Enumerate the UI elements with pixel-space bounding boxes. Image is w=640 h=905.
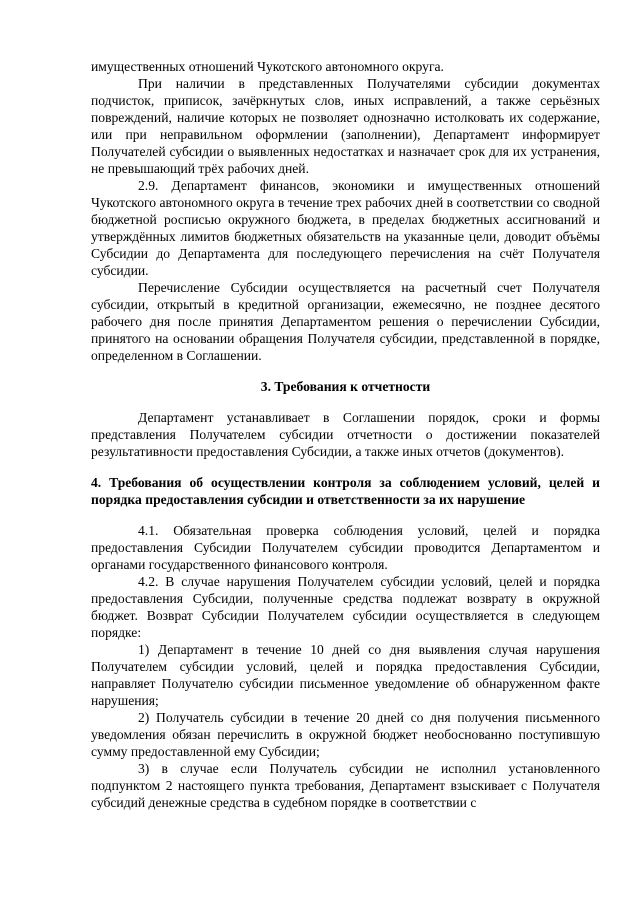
paragraph-transfer: Перечисление Субсидии осуществляется на расчетный счет Получателя субсидии, открытый в кредитной организации, ежемесячно, не позднее десятого рабочего дня после принятия Департаментом решения о перечислении Субсидии, принятого на основании обращения Получателя субсидии, представленной в порядке, определенном в Соглашении. bbox=[91, 280, 600, 363]
paragraph-continuation: имущественных отношений Чукотского автономного округа. bbox=[91, 59, 444, 74]
paragraph-reporting: Департамент устанавливает в Соглашении порядок, сроки и формы представления Получателем субсидии отчетности о достижении показателей результативности предоставления Субсидии, а также иных отчетов (документов). bbox=[91, 410, 600, 459]
paragraph-item-2: 2) Получатель субсидии в течение 20 дней со дня получения письменного уведомления обязан перечислить в окружной бюджет необоснованно поступившую сумму предоставленной ему Субсидии; bbox=[91, 710, 600, 759]
section-heading-3: 3. Требования к отчетности bbox=[260, 379, 431, 394]
section-heading-4: 4. Требования об осуществлении контроля за соблюдением условий, целей и порядка предоставления субсидии и ответственности за их нарушение bbox=[91, 475, 600, 507]
paragraph-document-defects: При наличии в представленных Получателями субсидии документах подчисток, приписок, зачёркнутых слов, иных исправлений, а также серьёзных повреждений, наличие которых не позволяет однозначно истолковать их содержание, или при неправильном оформлении (заполнении), Департамент информирует Получателей субсидии о выявленных недостатках и назначает срок для их устранения, не превышающий трёх рабочих дней. bbox=[91, 76, 600, 176]
paragraph-item-3: 3) в случае если Получатель субсидии не исполнил установленного подпунктом 2 настоящего пункта требования, Департамент взыскивает с Получателя субсидий денежные средства в судебном порядке в соответствии с bbox=[91, 761, 600, 810]
document-body bbox=[91, 58, 600, 811]
paragraph-4-1: 4.1. Обязательная проверка соблюдения условий, целей и порядка предоставления Субсидии Получателем субсидии проводится Департаментом и органами государственного финансового контроля. bbox=[91, 523, 600, 572]
paragraph-4-2: 4.2. В случае нарушения Получателем субсидии условий, целей и порядка предоставления Субсидии, полученные средства подлежат возврату в окружной бюджет. Возврат Субсидии Получателем субсидии осуществляется в следующем порядке: bbox=[91, 574, 600, 640]
paragraph-item-1: 1) Департамент в течение 10 дней со дня выявления случая нарушения Получателем субсидии условий, целей и порядка предоставления Субсидии, направляет Получателю субсидии письменное уведомление об обнаруженном факте нарушения; bbox=[91, 642, 600, 708]
paragraph-2-9: 2.9. Департамент финансов, экономики и имущественных отношений Чукотского автономного округа в течение трех рабочих дней в соответствии со сводной бюджетной росписью окружного бюджета, в пределах бюджетных ассигнований и утверждённых лимитов бюджетных обязательств на указанные цели, доводит объёмы Субсидии до Департамента для последующего перечисления на счёт Получателя субсидии. bbox=[91, 178, 600, 278]
